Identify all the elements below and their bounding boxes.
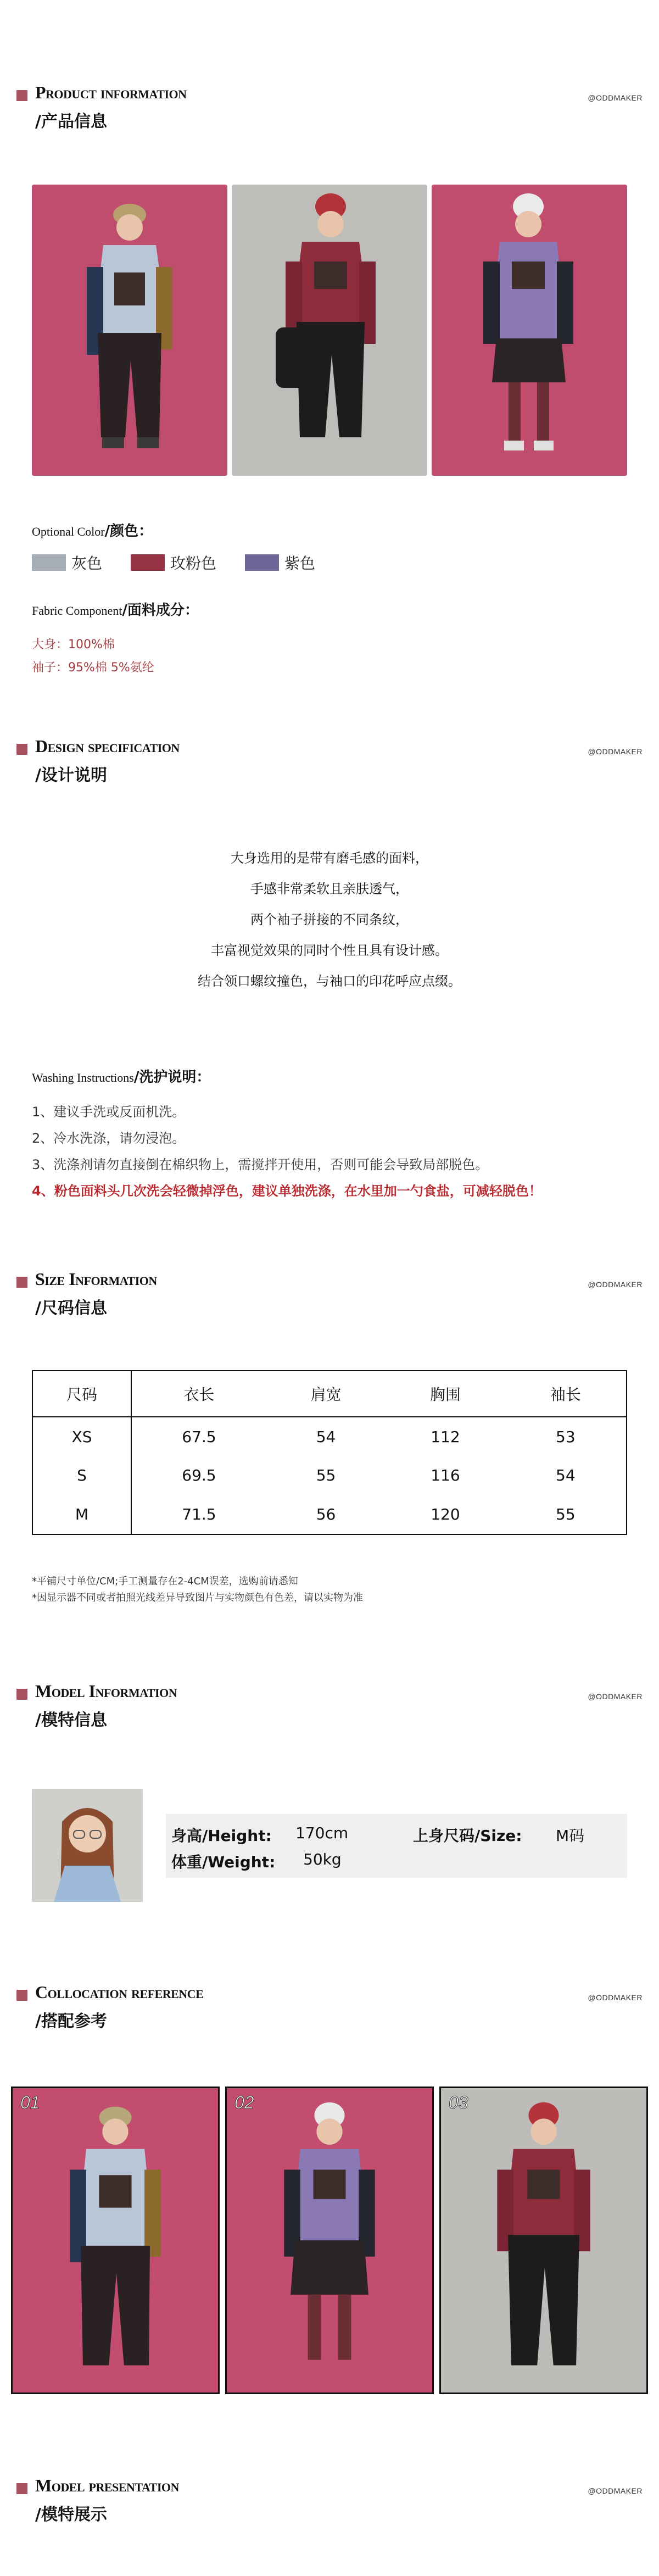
fabric-body: 大身：100%棉 bbox=[32, 638, 115, 652]
color-swatch bbox=[245, 554, 279, 571]
header-cell: 袖长 bbox=[505, 1371, 627, 1417]
fabric-sleeve: 袖子：95%棉 5%氨纶 bbox=[32, 661, 154, 675]
model-weight-value: 50kg bbox=[303, 1850, 342, 1868]
washing-label bbox=[32, 1066, 210, 1086]
model-height bbox=[171, 1824, 272, 1846]
brand-tag: @ODDMAKER bbox=[588, 1993, 643, 2002]
section-title: Model presentation bbox=[35, 2475, 179, 2495]
table-row bbox=[32, 1417, 627, 1456]
table-cell: XS bbox=[32, 1417, 131, 1456]
table-row bbox=[32, 1495, 627, 1534]
table-row bbox=[32, 1456, 627, 1495]
design-line: 手感非常柔软且亲肤透气， bbox=[250, 881, 409, 897]
size-note: *平铺尺寸单位/CM;手工测量存在2-4CM误差，选购前请悉知 bbox=[32, 1576, 298, 1587]
section-title: Design specification bbox=[35, 736, 180, 756]
table-cell: 67.5 bbox=[182, 1427, 216, 1446]
outfit-illustration bbox=[441, 2088, 646, 2393]
color-swatch bbox=[131, 554, 165, 571]
table-cell: 56 bbox=[316, 1505, 336, 1524]
outfit-illustration bbox=[227, 2088, 432, 2393]
label-chinese: /洗护说明： bbox=[133, 1069, 211, 1086]
brand-tag: @ODDMAKER bbox=[588, 747, 643, 756]
washing-warning: 4、粉色面料头几次洗会轻微掉浮色，建议单独洗涤，在水里加一勺食盐，可减轻脱色！ bbox=[32, 1183, 542, 1199]
section-subtitle: /产品信息 bbox=[35, 112, 107, 131]
weight-label: 体重/Weight: bbox=[171, 1853, 276, 1871]
section-title: Product information bbox=[35, 82, 187, 102]
table-cell: 69.5 bbox=[182, 1466, 216, 1485]
model-figure-illustration bbox=[232, 185, 427, 476]
collocation-photo-01 bbox=[11, 2087, 220, 2394]
section-marker bbox=[16, 2483, 27, 2494]
collocation-photo-03 bbox=[439, 2087, 648, 2394]
product-photo-purple bbox=[432, 185, 627, 476]
swatch-gray bbox=[32, 552, 102, 574]
section-title: Collocation reference bbox=[35, 1982, 204, 2002]
header-cell: 尺码 bbox=[32, 1371, 131, 1417]
brand-tag: @ODDMAKER bbox=[588, 1280, 643, 1289]
size-table bbox=[32, 1370, 627, 1535]
header-cell: 衣长 bbox=[131, 1371, 266, 1417]
swatch-rose bbox=[131, 552, 216, 574]
section-title: Size Information bbox=[35, 1269, 157, 1289]
collocation-number: 02 bbox=[234, 2093, 254, 2112]
model-size bbox=[413, 1824, 522, 1846]
table-cell: 54 bbox=[556, 1466, 576, 1485]
brand-tag: @ODDMAKER bbox=[588, 93, 643, 102]
collocation-number: 01 bbox=[20, 2093, 40, 2112]
table-cell: 54 bbox=[316, 1427, 336, 1446]
optional-color-label bbox=[32, 520, 153, 540]
section-marker bbox=[16, 1277, 27, 1288]
washing-item: 1、建议手洗或反面机洗。 bbox=[32, 1104, 186, 1120]
product-photo-rose bbox=[232, 185, 427, 476]
section-subtitle: /模特展示 bbox=[35, 2505, 107, 2524]
table-header-row bbox=[32, 1371, 627, 1417]
table-cell: 116 bbox=[431, 1466, 460, 1485]
table-cell: 71.5 bbox=[182, 1505, 216, 1524]
collocation-number: 03 bbox=[449, 2093, 468, 2112]
size-label: 上身尺码/Size: bbox=[413, 1827, 522, 1845]
section-subtitle: /尺码信息 bbox=[35, 1299, 107, 1318]
label-english: Washing Instructions bbox=[32, 1071, 134, 1084]
design-line: 大身选用的是带有磨毛感的面料， bbox=[231, 850, 428, 866]
section-marker bbox=[16, 1990, 27, 2001]
section-subtitle: /模特信息 bbox=[35, 1711, 107, 1730]
label-chinese: /颜色： bbox=[104, 523, 153, 539]
model-size-value: M码 bbox=[556, 1827, 585, 1845]
washing-item: 3、洗涤剂请勿直接倒在棉织物上，需搅拌开使用，否则可能会导致局部脱色。 bbox=[32, 1157, 489, 1172]
label-english: Fabric Component bbox=[32, 604, 122, 617]
color-swatch-row bbox=[32, 552, 344, 574]
color-swatch bbox=[32, 554, 66, 571]
header-cell: 肩宽 bbox=[266, 1371, 386, 1417]
section-marker bbox=[16, 90, 27, 101]
swatch-label: 灰色 bbox=[71, 554, 103, 572]
design-line: 结合领口螺纹撞色，与袖口的印花呼应点缀。 bbox=[198, 973, 461, 989]
fabric-component-label bbox=[32, 599, 199, 619]
swatch-label: 玫粉色 bbox=[170, 554, 217, 572]
section-marker bbox=[16, 1689, 27, 1700]
brand-tag: @ODDMAKER bbox=[588, 1692, 643, 1701]
section-title: Model Information bbox=[35, 1681, 177, 1701]
model-weight bbox=[171, 1850, 275, 1872]
outfit-illustration bbox=[13, 2088, 218, 2393]
washing-item: 2、冷水洗涤，请勿浸泡。 bbox=[32, 1131, 186, 1146]
section-subtitle: /设计说明 bbox=[35, 766, 107, 785]
section-marker bbox=[16, 744, 27, 755]
header-cell: 胸围 bbox=[386, 1371, 505, 1417]
model-avatar-photo bbox=[32, 1789, 143, 1902]
swatch-label: 紫色 bbox=[284, 554, 316, 572]
table-cell: M bbox=[32, 1495, 131, 1534]
height-label: 身高/Height: bbox=[171, 1827, 272, 1845]
table-cell: 55 bbox=[556, 1505, 576, 1524]
brand-tag: @ODDMAKER bbox=[588, 2486, 643, 2495]
swatch-purple bbox=[245, 552, 315, 574]
design-line: 两个袖子拼接的不同条纹， bbox=[250, 912, 409, 927]
table-cell: S bbox=[32, 1456, 131, 1495]
collocation-photo-02 bbox=[225, 2087, 434, 2394]
table-cell: 55 bbox=[316, 1466, 336, 1485]
table-cell: 120 bbox=[431, 1505, 460, 1524]
product-photo-gray bbox=[32, 185, 227, 476]
model-figure-illustration bbox=[432, 185, 627, 476]
model-height-value: 170cm bbox=[295, 1824, 349, 1842]
label-english: Optional Color bbox=[32, 525, 105, 538]
size-note: *因显示器不同或者拍照光线差异导致图片与实物颜色有色差，请以实物为准 bbox=[32, 1592, 363, 1604]
model-portrait-illustration bbox=[32, 1789, 143, 1902]
label-chinese: /面料成分： bbox=[122, 602, 199, 619]
table-cell: 53 bbox=[556, 1427, 576, 1446]
design-line: 丰富视觉效果的同时个性且具有设计感。 bbox=[211, 943, 448, 958]
table-cell: 112 bbox=[431, 1427, 460, 1446]
model-figure-illustration bbox=[32, 185, 227, 476]
section-subtitle: /搭配参考 bbox=[35, 2012, 107, 2031]
